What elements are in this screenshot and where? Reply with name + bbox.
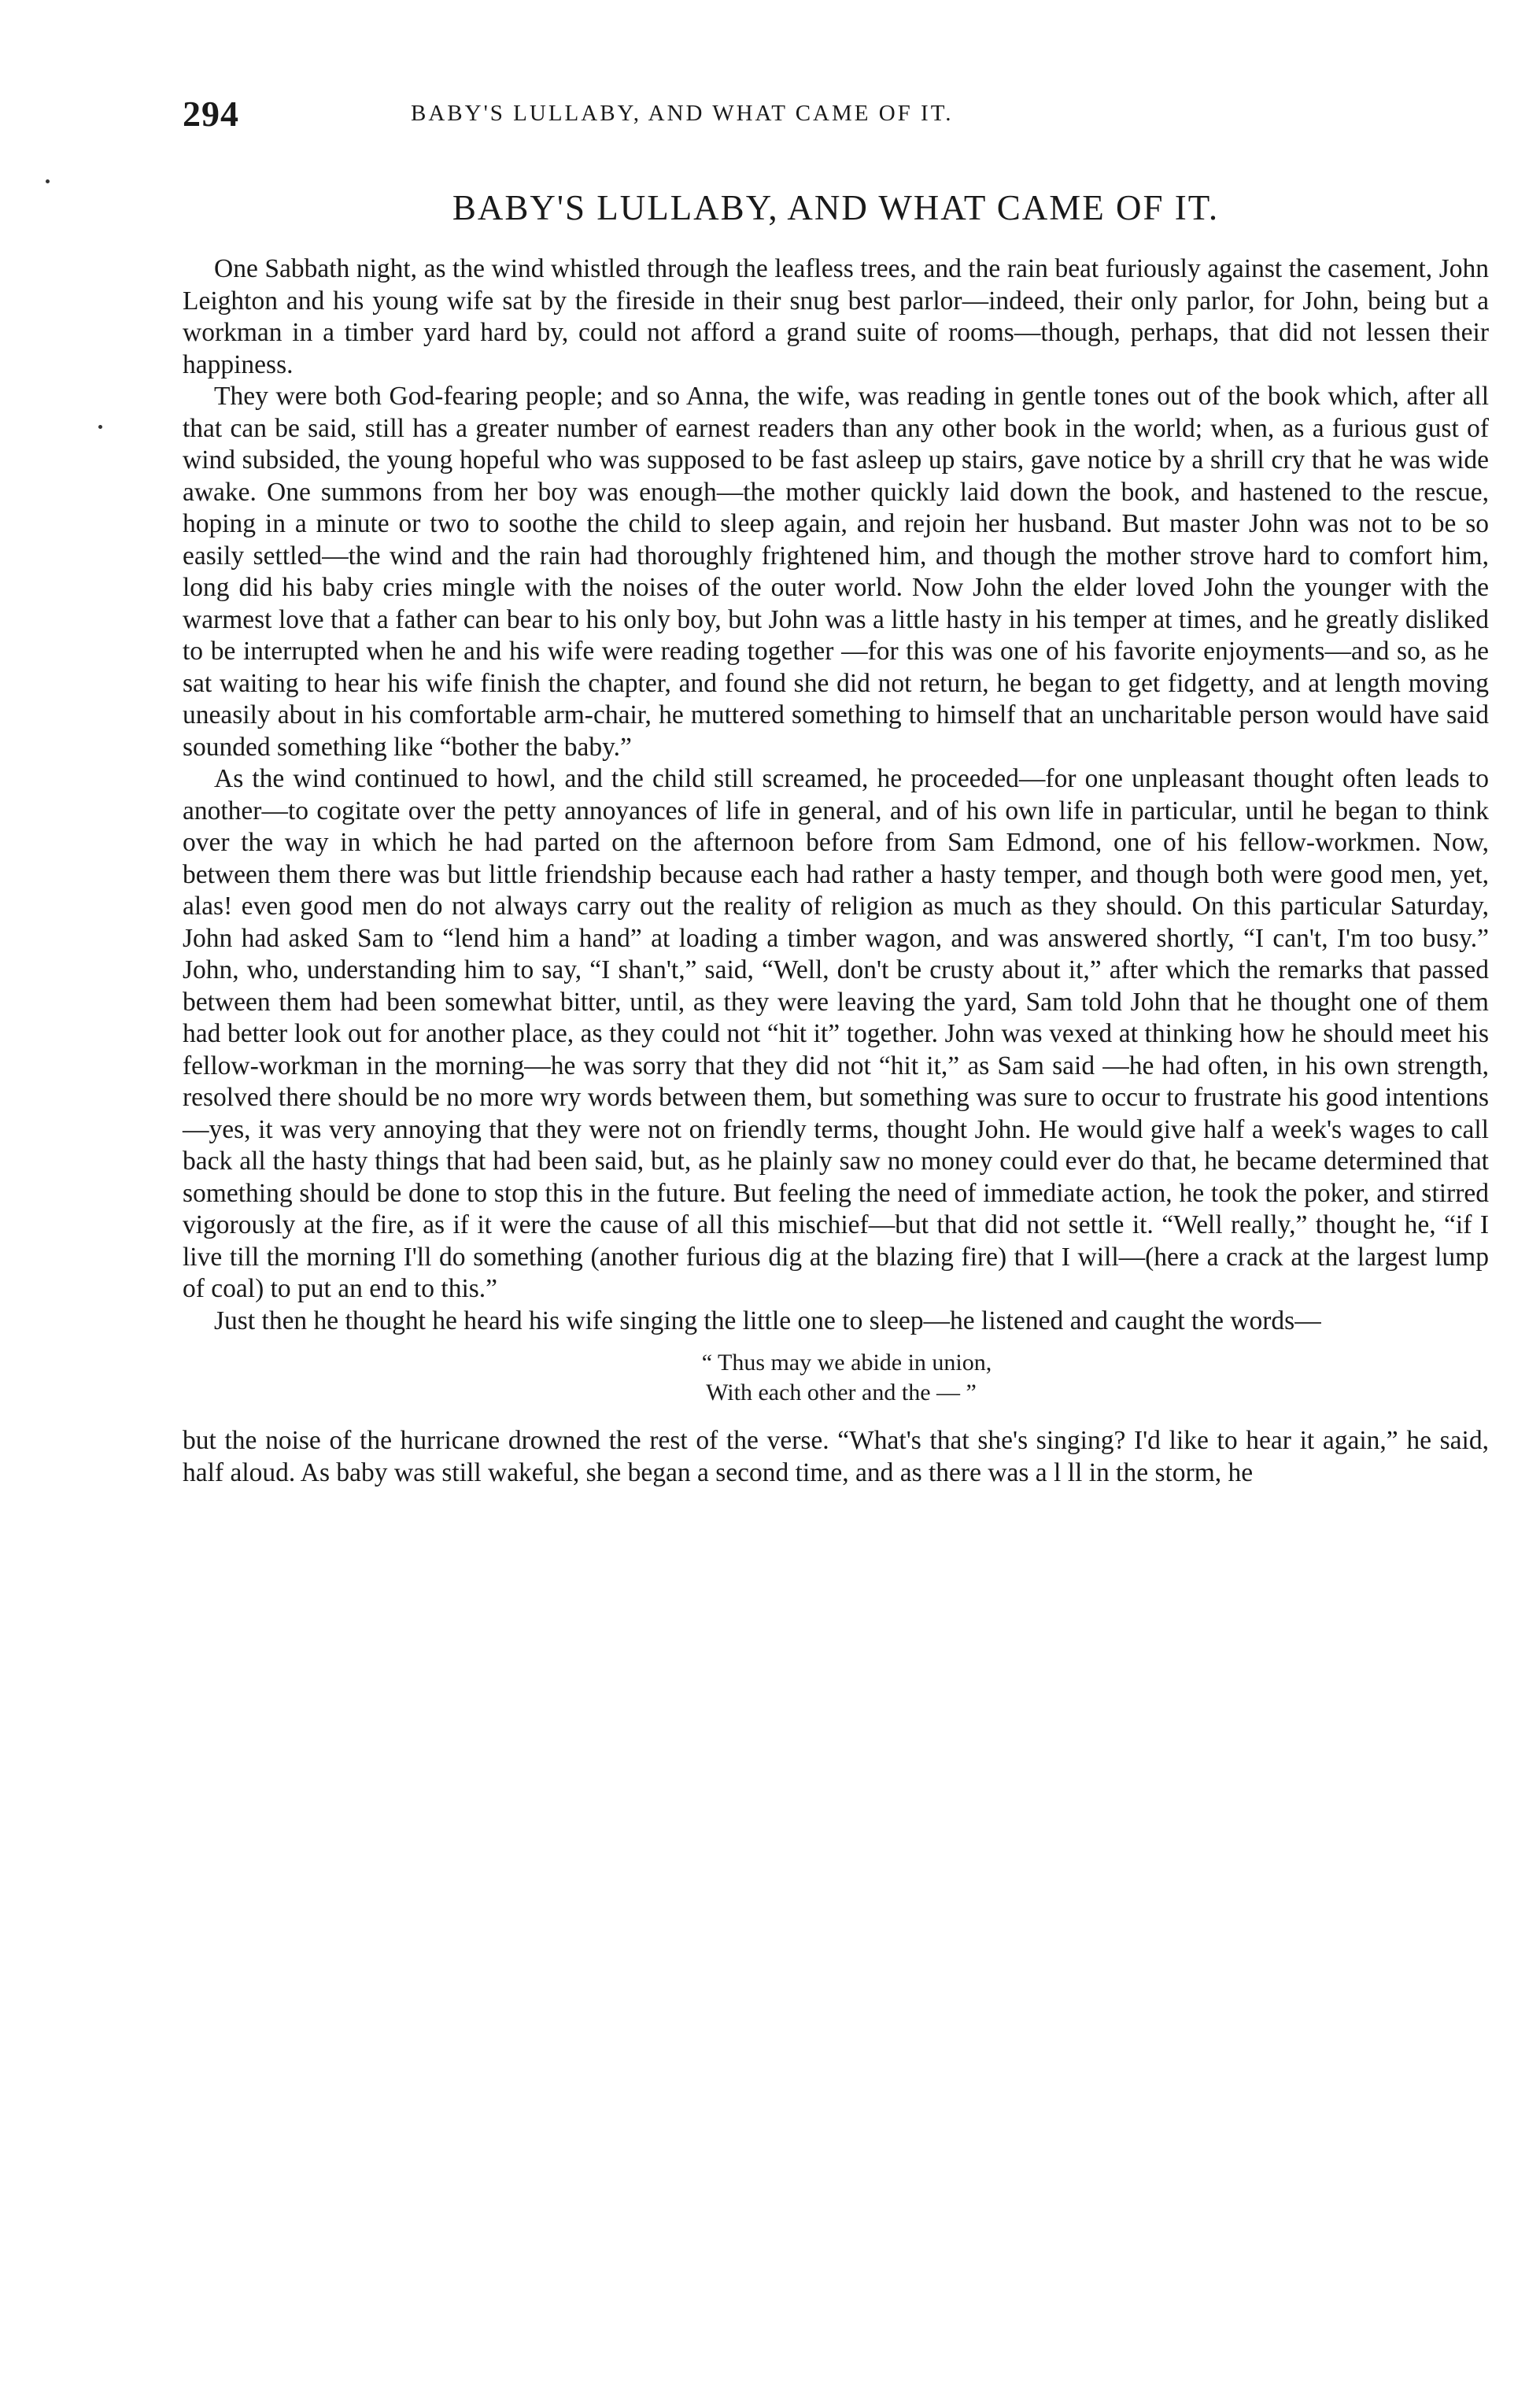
- verse-line: With each other and the — ”: [706, 1379, 977, 1405]
- stray-mark: [46, 179, 50, 183]
- paragraph: One Sabbath night, as the wind whistled through the leafless trees, and the rain beat furiously against the casement, John Leighton and his young wife sat by the fireside in their snug best parlor—indeed, their only parlor, for John, being but a workman in a timber yard hard by, could not afford a grand suite of rooms—though, perhaps, that did not lessen their happiness.: [183, 254, 1489, 379]
- stray-mark: [98, 425, 102, 429]
- page-number: 294: [183, 94, 239, 134]
- running-head: [183, 93, 1489, 140]
- article-title: BABY'S LULLABY, AND WHAT CAME OF IT.: [452, 188, 1220, 227]
- paragraph: As the wind continued to howl, and the child still screamed, he proceeded—for one unpleasant thought often leads to another—to cogitate over the petty annoyances of life in general, and of his own life in particular, until he began to think over the way in which he had parted on the afternoon before from Sam Edmond, one of his fellow-workmen. Now, between them there was but little friendship because each had rather a hasty temper, and though both were good men, yet, alas! even good men do not always carry out the reality of religion as much as they should. On this particular Saturday, John had asked Sam to “lend him a hand” at loading a timber wagon, and was answered shortly, “I can't, I'm too busy.” John, who, understanding him to say, “I shan't,” said, “Well, don't be crusty about it,” after which the remarks that passed between them had been somewhat bitter, until, as they were leaving the yard, Sam told John that he thought one of them had better look out for another place, as they could not “hit it” together. John was vexed at thinking how he should meet his fellow-workman in the morning—he was sorry that they did not “hit it,” as Sam said —he had often, in his own strength, resolved there should be no more wry words between them, but something was sure to occur to frustrate his good intentions —yes, it was very annoying that they were not on friendly terms, thought John. He would give half a week's wages to call back all the hasty things that had been said, but, as he plainly saw no money could ever do that, he became determined that something should be done to stop this in the future. But feeling the need of immediate action, he took the poker, and stirred vigorously at the fire, as if it were the cause of all this mischief—but that did not settle it. “Well really,” thought he, “if I live till the morning I'll do something (another furious dig at the blazing fire) that I will—(here a crack at the largest lump of coal) to put an end to this.”: [183, 764, 1489, 1303]
- verse-line: “ Thus may we abide in union,: [701, 1350, 992, 1376]
- article-body: [183, 253, 1489, 1489]
- paragraph: They were both God-fearing people; and so Anna, the wife, was reading in gentle tones out of the book which, after all that can be said, still has a greater number of earnest readers than any other book in the world; when, as a furious gust of wind subsided, the young hopeful who was supposed to be fast asleep up stairs, gave notice by a shrill cry that he was wide awake. One summons from her boy was enough—the mother quickly laid down the book, and hastened to the rescue, hoping in a minute or two to soothe the child to sleep again, and rejoin her husband. But master John was not to be so easily settled—the wind and the rain had thoroughly frightened him, and though the mother strove hard to comfort him, long did his baby cries mingle with the noises of the outer world. Now John the elder loved John the younger with the warmest love that a father can bear to his only boy, but John was a little hasty in his temper at times, and he greatly disliked to be interrupted when he and his wife were reading together —for this was one of his favorite enjoyments—and so, as he sat waiting to hear his wife finish the chapter, and found she did not return, he began to get fidgetty, and at length moving uneasily about in his comfortable arm-chair, he muttered something to himself that an uncharitable person would have said sounded something like “bother the baby.”: [183, 382, 1489, 762]
- paragraph: Just then he thought he heard his wife singing the little one to sleep—he listened and caught the words—: [214, 1306, 1321, 1335]
- running-title: BABY'S LULLABY, AND WHAT CAME OF IT.: [411, 101, 954, 126]
- paragraph-continuation: but the noise of the hurricane drowned the rest of the verse. “What's that she's singing? I'd like to hear it again,” he said, half aloud. As baby was still wakeful, she began a second time, and as there was a l ll in the storm, he: [183, 1426, 1489, 1487]
- verse-quote: [183, 1348, 1489, 1408]
